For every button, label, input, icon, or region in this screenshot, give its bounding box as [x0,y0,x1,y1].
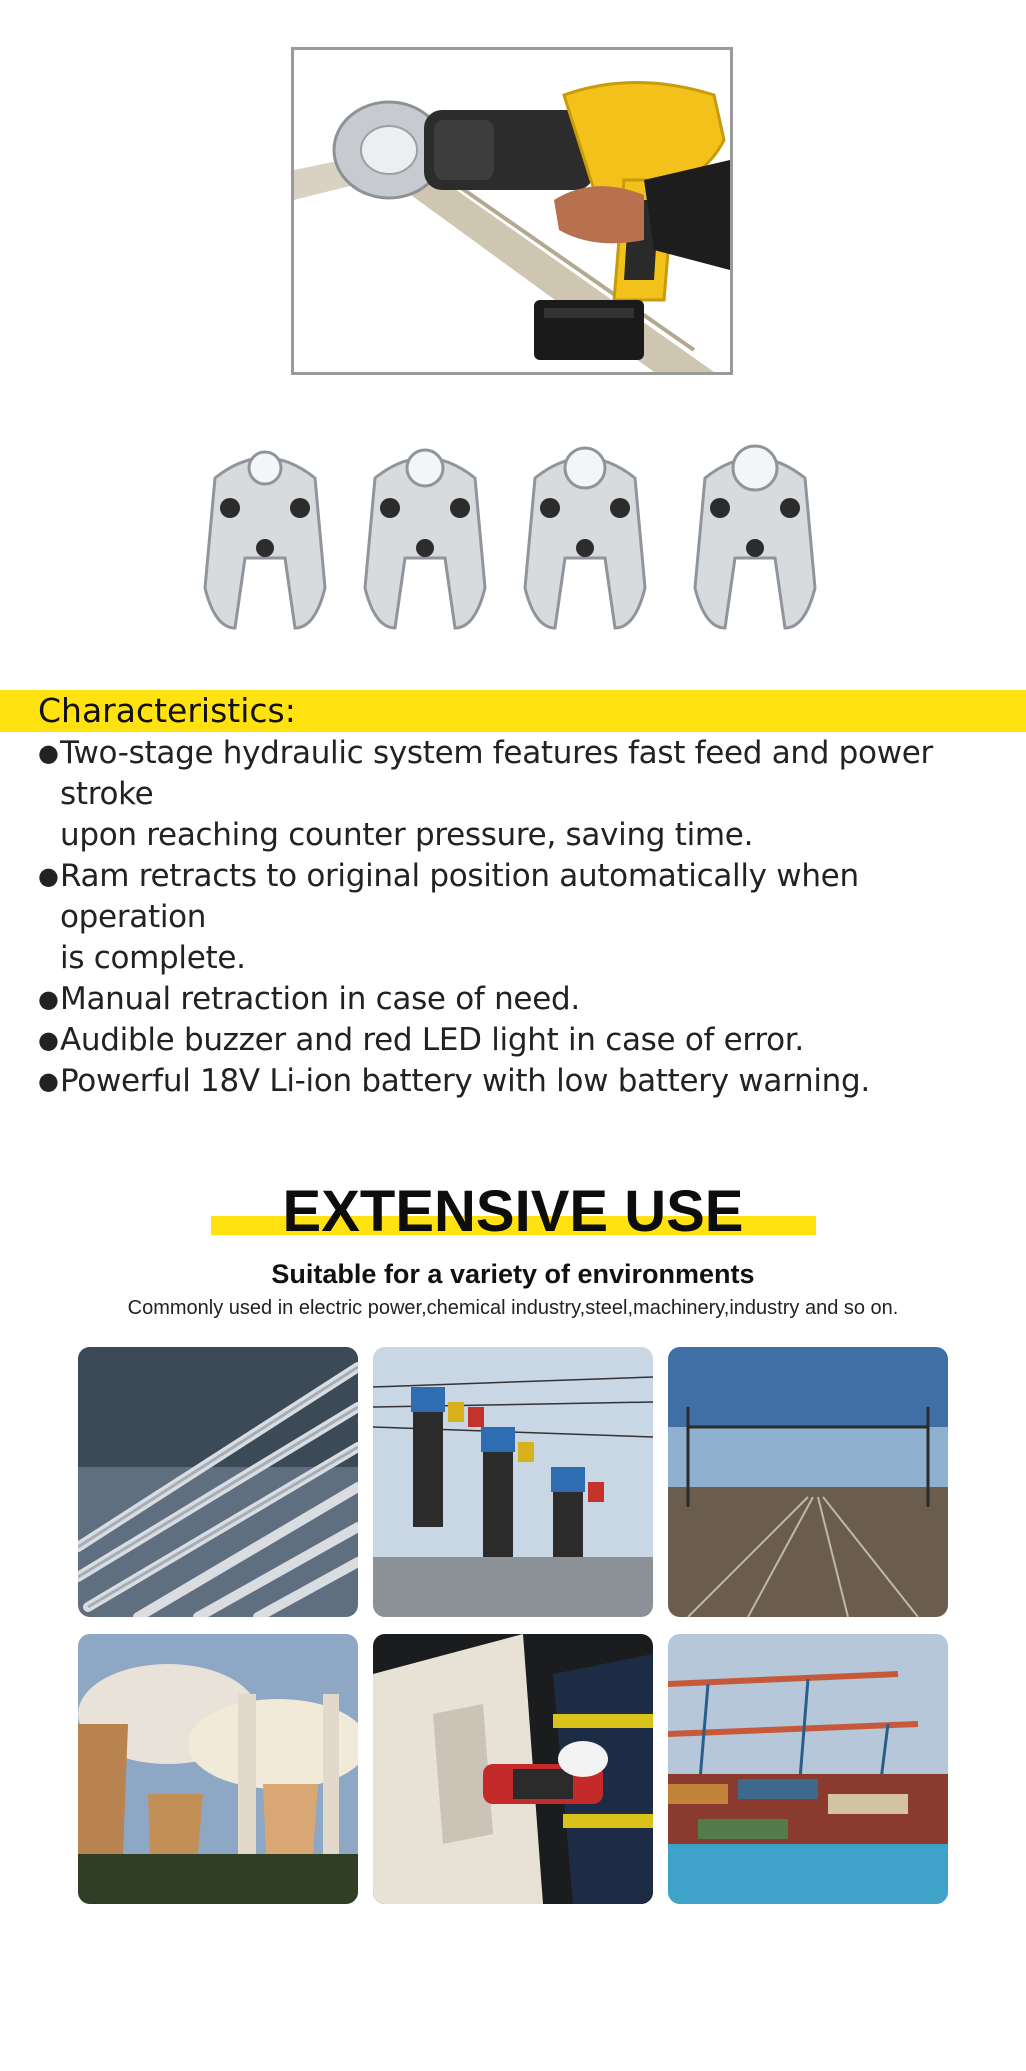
list-item-text: Ram retracts to original position automatically when operation [60,858,859,935]
electrical-insulators-image [373,1347,653,1617]
industrial-pipes-image [78,1347,358,1617]
characteristics-header-bar [0,690,1026,732]
list-item [38,733,1008,856]
container-port-cranes-image [668,1634,948,1904]
list-item [38,1020,1008,1061]
bullet-icon: ● [38,739,59,767]
bullet-icon: ● [38,1026,59,1054]
press-jaw-image [195,438,335,638]
list-item [38,856,1008,979]
railway-tracks-image [668,1347,948,1617]
list-item-text: Manual retraction in case of need. [60,981,580,1017]
press-jaw-image [685,438,825,638]
extensive-use-title: EXTENSIVE USE [282,1179,744,1244]
characteristics-title: Characteristics: [38,691,296,730]
list-item-text: is complete. [60,940,246,976]
list-item [38,1061,1008,1102]
press-jaws-row [195,438,835,638]
list-item-text: Two-stage hydraulic system features fast feed and power stroke [60,735,933,812]
rescue-cutting-tool-image [373,1634,653,1904]
bullet-icon: ● [38,1067,59,1095]
list-item-text: Powerful 18V Li-ion battery with low battery warning. [60,1063,870,1099]
list-item-text: upon reaching counter pressure, saving time. [60,817,754,853]
list-item [38,979,1008,1020]
characteristics-list [38,733,1008,1102]
list-item-text: Audible buzzer and red LED light in case of error. [60,1022,804,1058]
power-plant-cooling-towers-image [78,1634,358,1904]
press-jaw-image [355,438,495,638]
extensive-use-subtitle: Suitable for a variety of environments [271,1259,755,1289]
bullet-icon: ● [38,862,59,890]
bullet-icon: ● [38,985,59,1013]
hero-product-image [291,47,733,375]
press-jaw-image [515,438,655,638]
extensive-use-description: Commonly used in electric power,chemical industry,steel,machinery,industry and so on. [127,1297,899,1319]
